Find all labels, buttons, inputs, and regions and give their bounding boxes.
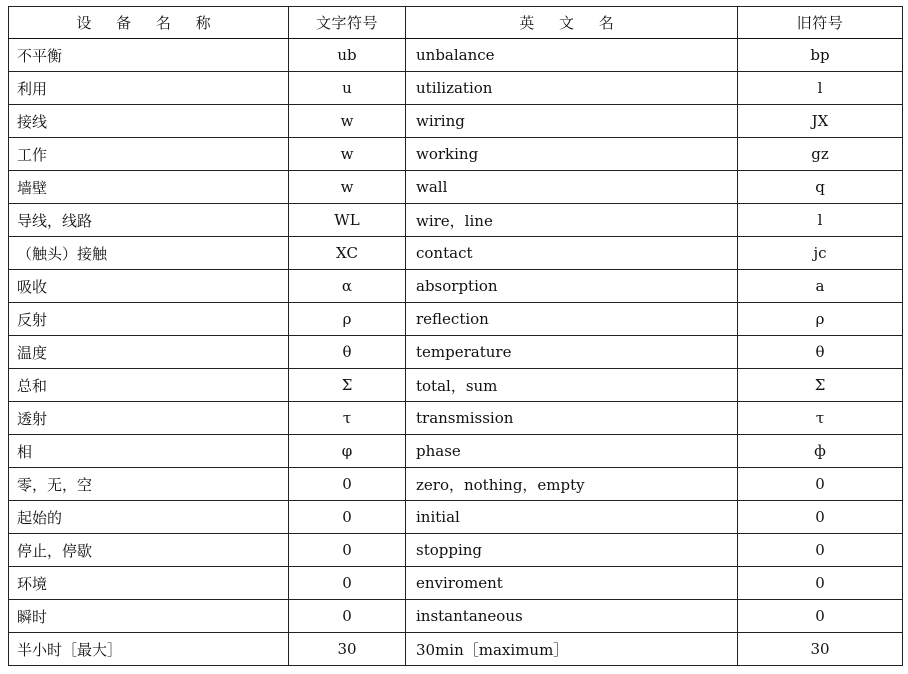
cell-text-symbol: 30	[289, 633, 406, 666]
cell-english-name: unbalance	[406, 39, 738, 72]
cell-equipment-name: 工作	[9, 138, 289, 171]
cell-old-symbol: ρ	[738, 303, 903, 336]
cell-english-name: utilization	[406, 72, 738, 105]
table-row	[9, 468, 903, 501]
cell-equipment-name: 利用	[9, 72, 289, 105]
table-row	[9, 204, 903, 237]
cell-old-symbol: Σ	[738, 369, 903, 402]
cell-text-symbol: u	[289, 72, 406, 105]
cell-old-symbol: a	[738, 270, 903, 303]
cell-text-symbol: Σ	[289, 369, 406, 402]
cell-english-name: enviroment	[406, 567, 738, 600]
symbol-table	[8, 6, 903, 666]
cell-english-name: absorption	[406, 270, 738, 303]
cell-old-symbol: τ	[738, 402, 903, 435]
cell-old-symbol: 0	[738, 600, 903, 633]
table-row	[9, 72, 903, 105]
cell-english-name: wiring	[406, 105, 738, 138]
cell-equipment-name: 温度	[9, 336, 289, 369]
table-body	[9, 39, 903, 666]
cell-equipment-name: 透射	[9, 402, 289, 435]
cell-old-symbol: 0	[738, 468, 903, 501]
cell-text-symbol: XC	[289, 237, 406, 270]
cell-old-symbol: 0	[738, 534, 903, 567]
cell-old-symbol: q	[738, 171, 903, 204]
cell-old-symbol: JX	[738, 105, 903, 138]
table-row	[9, 105, 903, 138]
table-row	[9, 336, 903, 369]
cell-equipment-name: 相	[9, 435, 289, 468]
header-text-symbol: 文字符号	[289, 7, 406, 39]
cell-old-symbol: bp	[738, 39, 903, 72]
cell-english-name: contact	[406, 237, 738, 270]
cell-text-symbol: w	[289, 171, 406, 204]
cell-text-symbol: 0	[289, 468, 406, 501]
table-header	[9, 7, 903, 39]
cell-equipment-name: 不平衡	[9, 39, 289, 72]
table-row	[9, 138, 903, 171]
table-row	[9, 633, 903, 666]
cell-equipment-name: 墙壁	[9, 171, 289, 204]
cell-english-name: initial	[406, 501, 738, 534]
cell-old-symbol: l	[738, 204, 903, 237]
cell-equipment-name: 接线	[9, 105, 289, 138]
cell-english-name: total，sum	[406, 369, 738, 402]
cell-equipment-name: 导线，线路	[9, 204, 289, 237]
cell-text-symbol: w	[289, 138, 406, 171]
cell-equipment-name: （触头）接触	[9, 237, 289, 270]
cell-text-symbol: τ	[289, 402, 406, 435]
symbol-table-container	[8, 6, 902, 666]
cell-old-symbol: l	[738, 72, 903, 105]
cell-old-symbol: ф	[738, 435, 903, 468]
cell-english-name: phase	[406, 435, 738, 468]
cell-equipment-name: 起始的	[9, 501, 289, 534]
cell-old-symbol: 0	[738, 501, 903, 534]
cell-english-name: wall	[406, 171, 738, 204]
cell-english-name: instantaneous	[406, 600, 738, 633]
cell-equipment-name: 零，无，空	[9, 468, 289, 501]
cell-text-symbol: ρ	[289, 303, 406, 336]
header-equipment-name: 设 备 名 称	[9, 7, 289, 39]
cell-english-name: 30min［maximum］	[406, 633, 738, 666]
table-row	[9, 237, 903, 270]
header-english-name: 英 文 名	[406, 7, 738, 39]
cell-old-symbol: jc	[738, 237, 903, 270]
table-row	[9, 39, 903, 72]
cell-equipment-name: 半小时［最大］	[9, 633, 289, 666]
table-row	[9, 402, 903, 435]
cell-equipment-name: 吸收	[9, 270, 289, 303]
table-row	[9, 435, 903, 468]
cell-text-symbol: 0	[289, 600, 406, 633]
cell-english-name: reflection	[406, 303, 738, 336]
header-old-symbol: 旧符号	[738, 7, 903, 39]
cell-english-name: zero，nothing，empty	[406, 468, 738, 501]
cell-text-symbol: 0	[289, 501, 406, 534]
cell-equipment-name: 总和	[9, 369, 289, 402]
table-row	[9, 369, 903, 402]
table-row	[9, 270, 903, 303]
cell-equipment-name: 瞬时	[9, 600, 289, 633]
cell-text-symbol: WL	[289, 204, 406, 237]
cell-text-symbol: 0	[289, 534, 406, 567]
cell-english-name: working	[406, 138, 738, 171]
table-row	[9, 303, 903, 336]
cell-equipment-name: 环境	[9, 567, 289, 600]
cell-text-symbol: ub	[289, 39, 406, 72]
table-row	[9, 600, 903, 633]
cell-text-symbol: φ	[289, 435, 406, 468]
table-row	[9, 501, 903, 534]
cell-english-name: stopping	[406, 534, 738, 567]
cell-equipment-name: 反射	[9, 303, 289, 336]
cell-text-symbol: α	[289, 270, 406, 303]
cell-old-symbol: θ	[738, 336, 903, 369]
cell-text-symbol: w	[289, 105, 406, 138]
cell-english-name: wire，line	[406, 204, 738, 237]
cell-english-name: temperature	[406, 336, 738, 369]
table-row	[9, 171, 903, 204]
cell-text-symbol: 0	[289, 567, 406, 600]
table-row	[9, 567, 903, 600]
cell-old-symbol: gz	[738, 138, 903, 171]
cell-old-symbol: 0	[738, 567, 903, 600]
cell-text-symbol: θ	[289, 336, 406, 369]
table-row	[9, 534, 903, 567]
cell-english-name: transmission	[406, 402, 738, 435]
cell-old-symbol: 30	[738, 633, 903, 666]
header-row	[9, 7, 903, 39]
cell-equipment-name: 停止，停歇	[9, 534, 289, 567]
